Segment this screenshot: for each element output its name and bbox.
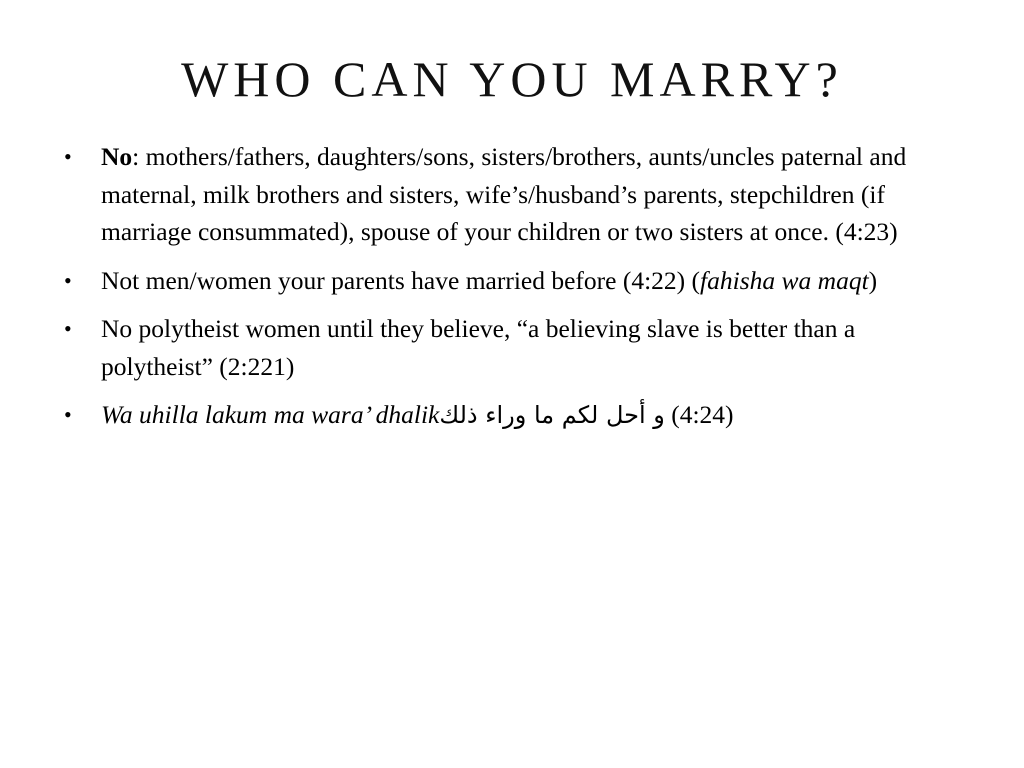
bullet-marker: • [64, 267, 72, 293]
bullet-reference: (4:24) [664, 400, 734, 429]
bullet-marker: • [64, 144, 72, 169]
bullet-italic-term: fahisha wa maqt [700, 265, 869, 295]
bullet-item-polytheist [64, 310, 964, 385]
bullet-item-parents-spouses [64, 262, 964, 300]
slide-title: WHO CAN YOU MARRY? [181, 51, 843, 107]
bullet-text: No polytheist women until they believe, “a believing slave is better than a polytheist” (2:221) [101, 314, 856, 381]
bullet-italic-transliteration: Wa uhilla lakum ma wara’ dhalik [101, 400, 440, 429]
bullet-arabic-text: و أحل لكم ما وراء ذلك [439, 401, 665, 429]
bullet-marker: • [64, 402, 72, 427]
bullet-text-closing: ) [868, 265, 878, 295]
bullet-lead-text: No [101, 142, 133, 171]
bullet-list [64, 138, 964, 446]
bullet-item-lawful [64, 396, 964, 435]
bullet-item-forbidden-relatives [64, 138, 964, 251]
bullet-text: Not men/women your parents have married before (4:22) ( [101, 265, 701, 295]
bullet-marker: • [64, 316, 72, 341]
bullet-text: : mothers/fathers, daughters/sons, sisters/brothers, aunts/uncles paternal and maternal, milk brothers and sisters, wife’s/husband’s parents, stepchildren (if marriage consummated), spouse of your children or two sisters at once. (4:23) [101, 142, 907, 246]
